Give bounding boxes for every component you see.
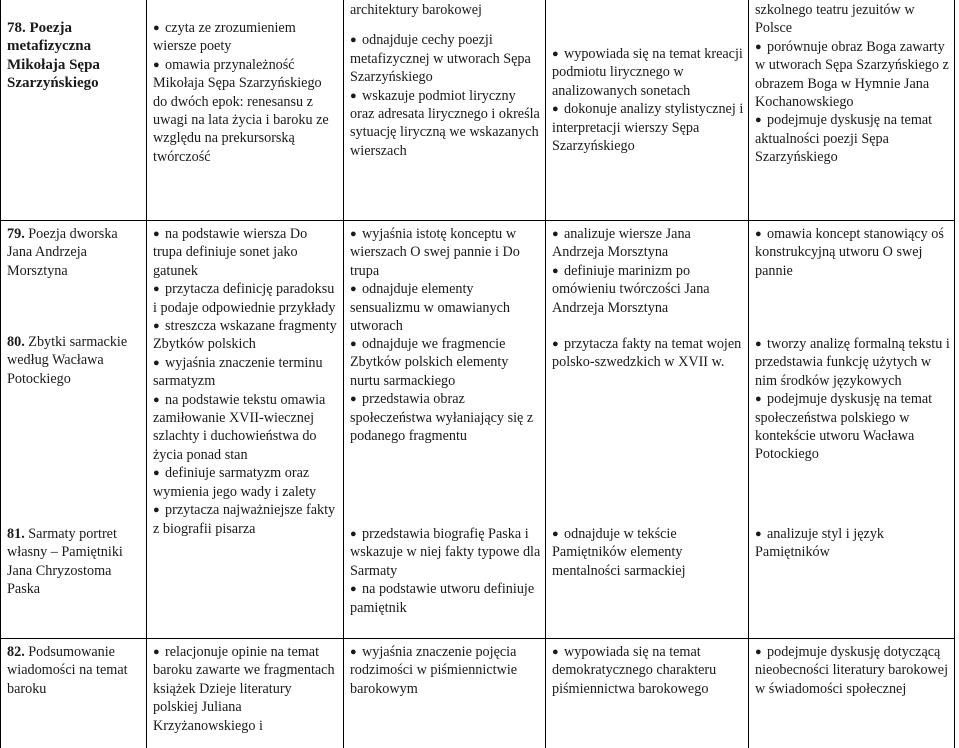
list-item: ● na podstawie wiersza Do trupa definiuje sonet jako gatunek: [153, 226, 308, 279]
topic-text: Sarmaty portret własny – Pamiętniki Jana Chryzostoma Paska: [7, 526, 123, 598]
topic-text: Podsumowanie wiadomości na temat baroku: [7, 644, 128, 697]
bullet-icon: ●: [552, 103, 559, 116]
table-row: [1, 221, 955, 639]
requirements-list: [350, 335, 541, 525]
list-item: ● podejmuje dyskusję na temat aktualności poezji Sępa Szarzyńskiego: [755, 112, 933, 166]
bullet-icon: ●: [552, 48, 559, 60]
list-item: ● omawia koncept stanowiący oś konstrukcyjną utworu O swej pannie: [755, 226, 944, 279]
bullet-icon: ●: [153, 283, 160, 296]
topic-title: [7, 225, 142, 333]
list-item: ● odnajduje we fragmencie Zbytków polskich elementy nurtu sarmackiego: [350, 336, 509, 389]
list-item: ● przedstawia obraz społeczeństwa wyłaniający się z podanego fragmentu: [350, 391, 534, 445]
list-item: ● analizuje wiersze Jana Andrzeja Morsztyna: [552, 226, 691, 261]
carryover-text: architektury barokowej: [350, 2, 482, 18]
carryover-text: szkolnego teatru jezuitów w Polsce: [755, 2, 915, 37]
topic-cell: [1, 0, 147, 221]
list-item: ● porównuje obraz Boga zawarty w utworach Sępa Szarzyńskiego z obrazem Boga w Hymnie Jana Kochanowskiego: [755, 38, 949, 111]
list-item: ● czyta ze zrozumieniem wiersze poety: [153, 20, 296, 55]
bullet-icon: ●: [552, 228, 559, 240]
requirements-list: [153, 643, 339, 735]
bullet-icon: ●: [552, 528, 559, 540]
requirements-list: [350, 525, 541, 617]
requirements-list: [755, 643, 950, 698]
list-item: ● przytacza najważniejsze fakty z biografii pisarza: [153, 502, 336, 537]
bullet-icon: ●: [350, 89, 357, 102]
bullet-icon: ●: [350, 338, 357, 350]
topic-number: 79.: [7, 226, 25, 242]
requirements-cell: [749, 639, 955, 748]
bullet-icon: ●: [755, 646, 762, 658]
requirements-cell: [749, 221, 955, 639]
bullet-icon: ●: [755, 528, 762, 540]
bullet-icon: ●: [153, 467, 160, 480]
requirements-cell: [147, 639, 344, 748]
bullet-icon: ●: [153, 58, 160, 71]
bullet-icon: ●: [153, 393, 160, 406]
requirements-cell: [344, 639, 546, 748]
topic-title: [7, 333, 142, 525]
list-item: ● odnajduje w tekście Pamiętników elementy mentalności sarmackiej: [552, 526, 686, 579]
requirements-cell: [344, 0, 546, 221]
bullet-icon: ●: [350, 528, 357, 540]
topic-number: 80.: [7, 334, 25, 350]
requirements-list: [350, 31, 541, 160]
requirements-cell: [546, 639, 749, 748]
list-item: ● definiuje sarmatyzm oraz wymienia jego wady i zalety: [153, 465, 317, 500]
requirements-cell: [749, 0, 955, 221]
list-item: ● wyjaśnia znaczenie pojęcia rodzimości w piśmiennictwie barokowym: [350, 644, 518, 697]
requirements-cell: [147, 221, 344, 639]
list-item: ● odnajduje cechy poezji metafizycznej w utworach Sępa Szarzyńskiego: [350, 32, 531, 86]
bullet-icon: ●: [153, 356, 160, 369]
list-item: ● na podstawie tekstu omawia zamiłowanie XVII-wiecznej szlachty i duchowieństwa do życia ponad stan: [153, 391, 326, 463]
requirements-list: [350, 643, 541, 698]
bullet-icon: ●: [755, 114, 762, 127]
list-item: ● podejmuje dyskusję na temat społeczeństwa polskiego w kontekście utworu Wacława Potockiego: [755, 391, 933, 463]
topic-number: 82.: [7, 644, 25, 660]
topic-text: Poezja dworska Jana Andrzeja Morsztyna: [7, 226, 118, 279]
bullet-icon: ●: [153, 22, 160, 34]
list-item: ● tworzy analizę formalną tekstu i przedstawia funkcję użytych w nim środków językowych: [755, 336, 950, 389]
requirements-cell: [546, 221, 749, 639]
bullet-icon: ●: [153, 228, 160, 240]
bullet-icon: ●: [350, 583, 357, 596]
bullet-icon: ●: [153, 320, 160, 333]
bullet-icon: ●: [552, 338, 559, 350]
bullet-icon: ●: [552, 264, 559, 277]
list-item: ● wypowiada się na temat demokratycznego charakteru piśmiennictwa barokowego: [552, 644, 717, 697]
requirements-list: [755, 335, 950, 525]
topic-title: [7, 525, 142, 599]
bullet-icon: ●: [552, 646, 559, 658]
requirements-list: [755, 225, 950, 335]
list-item: ● dokonuje analizy stylistycznej i interpretacji wierszy Sępa Szarzyńskiego: [552, 101, 744, 155]
requirements-list: [552, 525, 744, 580]
list-item: ● wypowiada się na temat kreacji podmiotu lirycznego w analizowanych sonetach: [552, 46, 743, 99]
list-item: ● wyjaśnia istotę konceptu w wierszach O swej pannie i Do trupa: [350, 226, 520, 279]
list-item: ● streszcza wskazane fragmenty Zbytków polskich: [153, 318, 337, 353]
bullet-icon: ●: [755, 228, 762, 240]
requirements-list: [552, 225, 744, 335]
list-item: ● analizuje styl i język Pamiętników: [755, 526, 885, 561]
bullet-icon: ●: [350, 646, 357, 658]
bullet-icon: ●: [350, 283, 357, 296]
bullet-icon: ●: [755, 338, 762, 350]
topic-text: Zbytki sarmackie według Wacława Potockiego: [7, 334, 128, 387]
bullet-icon: ●: [153, 646, 160, 658]
topic-title: [7, 643, 142, 698]
bullet-icon: ●: [350, 34, 357, 47]
topic-cell: [1, 221, 147, 639]
requirements-list: [755, 525, 950, 562]
topic-number: 81.: [7, 526, 25, 542]
list-item: ● przytacza fakty na temat wojen polsko-szwedzkich w XVII w.: [552, 336, 742, 371]
requirements-list: [552, 45, 744, 155]
topic-cell: [1, 639, 147, 748]
list-item: ● podejmuje dyskusję dotyczącą nieobecności literatury barokowej w świadomości społecznej: [755, 644, 949, 697]
list-item: ● przedstawia biografię Paska i wskazuje w niej fakty typowe dla Sarmaty: [350, 526, 541, 579]
topic-number: 78.: [7, 20, 26, 36]
table-row: [1, 639, 955, 748]
list-item: ● na podstawie utworu definiuje pamiętnik: [350, 581, 535, 616]
table-row: [1, 0, 955, 221]
bullet-icon: ●: [153, 504, 160, 517]
requirements-list: [153, 225, 339, 538]
requirements-list: [552, 643, 744, 698]
list-item: ● wyjaśnia znaczenie terminu sarmatyzm: [153, 354, 323, 390]
list-item: ● przytacza definicję paradoksu i podaje odpowiednie przykłady: [153, 281, 336, 316]
list-item: ● omawia przynależność Mikołaja Sępa Szarzyńskiego do dwóch epok: renesansu z uwagi na lata życia i baroku ze względu na prekursorską twórczość: [153, 56, 329, 165]
topic-title: [7, 19, 142, 93]
list-item: ● definiuje marinizm po omówieniu twórczości Jana Andrzeja Morsztyna: [552, 262, 710, 316]
bullet-icon: ●: [755, 393, 762, 406]
requirements-cell: [344, 221, 546, 639]
bullet-icon: ●: [350, 228, 357, 240]
requirements-cell: [546, 0, 749, 221]
requirements-list: [350, 225, 541, 335]
list-item: ● relacjonuje opinie na temat baroku zawarte we fragmentach książek Dzieje literatury polskiej Juliana Krzyżanowskiego i: [153, 644, 335, 734]
list-item: ● wskazuje podmiot liryczny oraz adresata lirycznego i określa sytuację liryczną we wskazanych wierszach: [350, 87, 540, 159]
requirements-list: [755, 38, 950, 167]
requirements-list: [552, 335, 744, 525]
bullet-icon: ●: [755, 40, 762, 53]
requirements-list: [153, 19, 339, 166]
requirements-cell: [147, 0, 344, 221]
topic-text: Poezja metafizyczna Mikołaja Sępa Szarzyńskiego: [7, 20, 100, 92]
list-item: ● odnajduje elementy sensualizmu w omawianych utworach: [350, 281, 510, 335]
bullet-icon: ●: [350, 393, 357, 406]
